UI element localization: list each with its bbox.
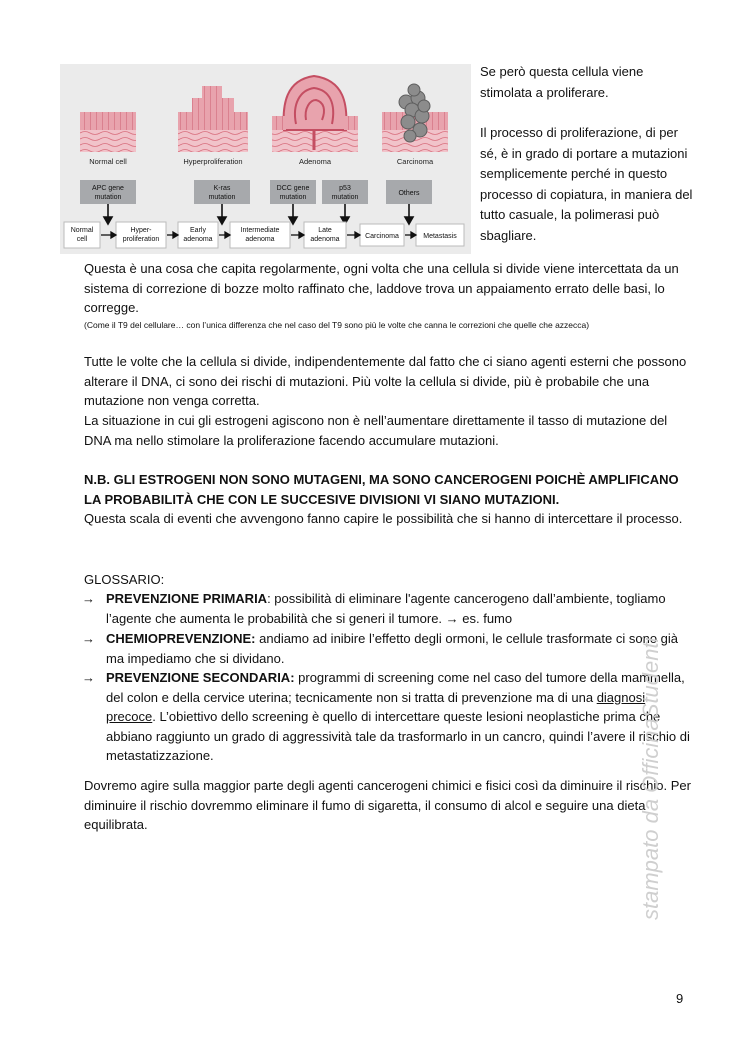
glossary-item-primary xyxy=(84,589,690,628)
svg-text:adenoma: adenoma xyxy=(183,236,213,243)
tissue-adenoma xyxy=(272,76,358,152)
down-arrows xyxy=(104,204,413,224)
svg-text:Hyper-: Hyper- xyxy=(130,227,152,234)
term-primary: PREVENZIONE PRIMARIA xyxy=(106,591,268,606)
tissue-carcinoma xyxy=(382,84,448,152)
mutation-kras xyxy=(194,180,250,204)
paragraph-proofreading: Questa è una cosa che capita regolarmente, ogni volta che una cellula si divide viene intercettata da un sistema di correzione di bozze molto raffinato che, laddove trova un appaiamento errato delle basi, lo corregge. xyxy=(84,261,679,315)
early-diagnosis-term: diagnosi precoce xyxy=(106,689,646,724)
svg-text:Metastasis: Metastasis xyxy=(423,233,457,240)
glossary-title: GLOSSARIO: xyxy=(84,572,165,587)
page-number: 9 xyxy=(676,991,684,1006)
side-paragraph-1: Se però questa cellula viene stimolata a proliferare. xyxy=(480,64,644,100)
svg-text:mutation: mutation xyxy=(208,194,236,201)
flow-row xyxy=(64,222,464,248)
svg-text:proliferation: proliferation xyxy=(122,236,160,243)
paragraph-mutation-risk: Tutte le volte che la cellula si divide, indipendentemente dal fatto che ci siano agenti esterni che possono alterare il DNA, ci sono dei rischi di mutazioni. Più volte la cellula si divide, più è probabile che una mutazione non venga corretta. xyxy=(84,354,687,408)
term-secondary: PREVENZIONE SECONDARIA: xyxy=(106,670,295,685)
mutation-p53 xyxy=(322,180,368,204)
side-text xyxy=(480,62,698,246)
figure-svg xyxy=(60,64,471,254)
mutation-others xyxy=(386,180,432,204)
svg-text:Intermediate: Intermediate xyxy=(240,227,280,234)
tissue-normal xyxy=(80,112,136,152)
definition-primary: : possibilità di eliminare l'agente cancerogeno dall’ambiente, togliamo l’agente che aumenta le probabilità che si generi il tumore. → es. fumo xyxy=(106,591,666,626)
svg-text:DCC gene: DCC gene xyxy=(276,185,310,192)
svg-text:Others: Others xyxy=(398,190,420,197)
svg-text:adenoma: adenoma xyxy=(310,236,340,243)
paragraph-events-scale: Questa scala di eventi che avvengono fanno capire le possibilità che si hanno di intercettare il processo. xyxy=(84,511,683,526)
svg-text:mutation: mutation xyxy=(331,194,359,201)
svg-text:cell: cell xyxy=(76,236,88,243)
watermark-text: stampato da OfficinaStudenti xyxy=(638,637,663,920)
arrow-icon: → xyxy=(82,670,95,685)
mutation-apc xyxy=(80,180,136,204)
svg-text:Early: Early xyxy=(190,227,206,234)
definition-chemoprevention: andiamo ad inibire l’effetto degli ormoni, le cellule trasformate ci sono già ma impediamo che si dividano. xyxy=(106,631,679,666)
svg-text:mutation: mutation xyxy=(94,194,122,201)
svg-text:K-ras: K-ras xyxy=(213,185,231,192)
glossary-item-secondary xyxy=(84,668,690,766)
definition-secondary-b: . L’obiettivo dello screening è quello di intercettare queste lesioni neoplastiche prima che abbiano raggiunto un grado di aggressività tale da trasformarlo in un cancro, quindi l’avere il rischio di metastatizzazione. xyxy=(106,709,690,763)
svg-text:mutation: mutation xyxy=(279,194,307,201)
paragraph-estrogens: La situazione in cui gli estrogeni agiscono non è nell’aumentare direttamente il tasso di mutazione del DNA ma nello stimolare la proliferazione facendo accumulare mutazioni. xyxy=(84,413,668,448)
svg-text:p53: p53 xyxy=(339,185,351,192)
svg-text:adenoma: adenoma xyxy=(245,236,275,243)
arrow-icon: → xyxy=(82,591,95,606)
adenoma-carcinoma-figure xyxy=(60,64,471,254)
paragraph-risk-reduction: Dovremo agire sulla maggior parte degli agenti cancerogeni chimici e fisici così da diminuire il rischio. Per diminuire il rischio dovremmo eliminare il fumo di sigaretta, il consumo di alcol e seguire una dieta equilibrata. xyxy=(84,778,691,832)
stage-label-hyperproliferation: Hyperproliferation xyxy=(183,157,243,166)
nb-estrogens: N.B. GLI ESTROGENI NON SONO MUTAGENI, MA SONO CANCEROGENI POICHÈ AMPLIFICANO LA PROBABILITÀ CHE CON LE SUCCESIVE DIVISIONI VI SIANO MUTAZIONI. xyxy=(84,472,679,507)
stage-label-normal: Normal cell xyxy=(89,157,127,166)
arrow-icon: → xyxy=(82,631,95,646)
glossary-item-chemoprevention xyxy=(84,629,690,668)
svg-text:Late: Late xyxy=(318,227,332,234)
stage-label-adenoma: Adenoma xyxy=(298,157,332,166)
definition-secondary-a: programmi di screening come nel caso del tumore della mammella, del colon e della cervice uterina; tecnicamente non si tratta di prevenzione ma di una xyxy=(106,670,685,705)
watermark xyxy=(620,540,663,920)
tissue-hyperproliferation xyxy=(178,86,248,152)
svg-text:APC gene: APC gene xyxy=(92,185,124,192)
stage-label-carcinoma: Carcinoma xyxy=(396,157,434,166)
svg-text:Carcinoma: Carcinoma xyxy=(365,233,399,240)
note-t9: (Come il T9 del cellulare… con l’unica differenza che nel caso del T9 sono più le volte che canna le correzioni che quelle che azzecca) xyxy=(84,320,590,330)
side-paragraph-2: Il processo di proliferazione, di per sé, è in grado di portare a mutazioni semplicemente perché in questo processo di copiatura, in maniera del tutto casuale, la polimerasi può sbagliare. xyxy=(480,125,693,243)
mutation-dcc xyxy=(270,180,316,204)
svg-text:Normal: Normal xyxy=(70,227,94,234)
term-chemoprevention: CHEMIOPREVENZIONE: xyxy=(106,631,256,646)
